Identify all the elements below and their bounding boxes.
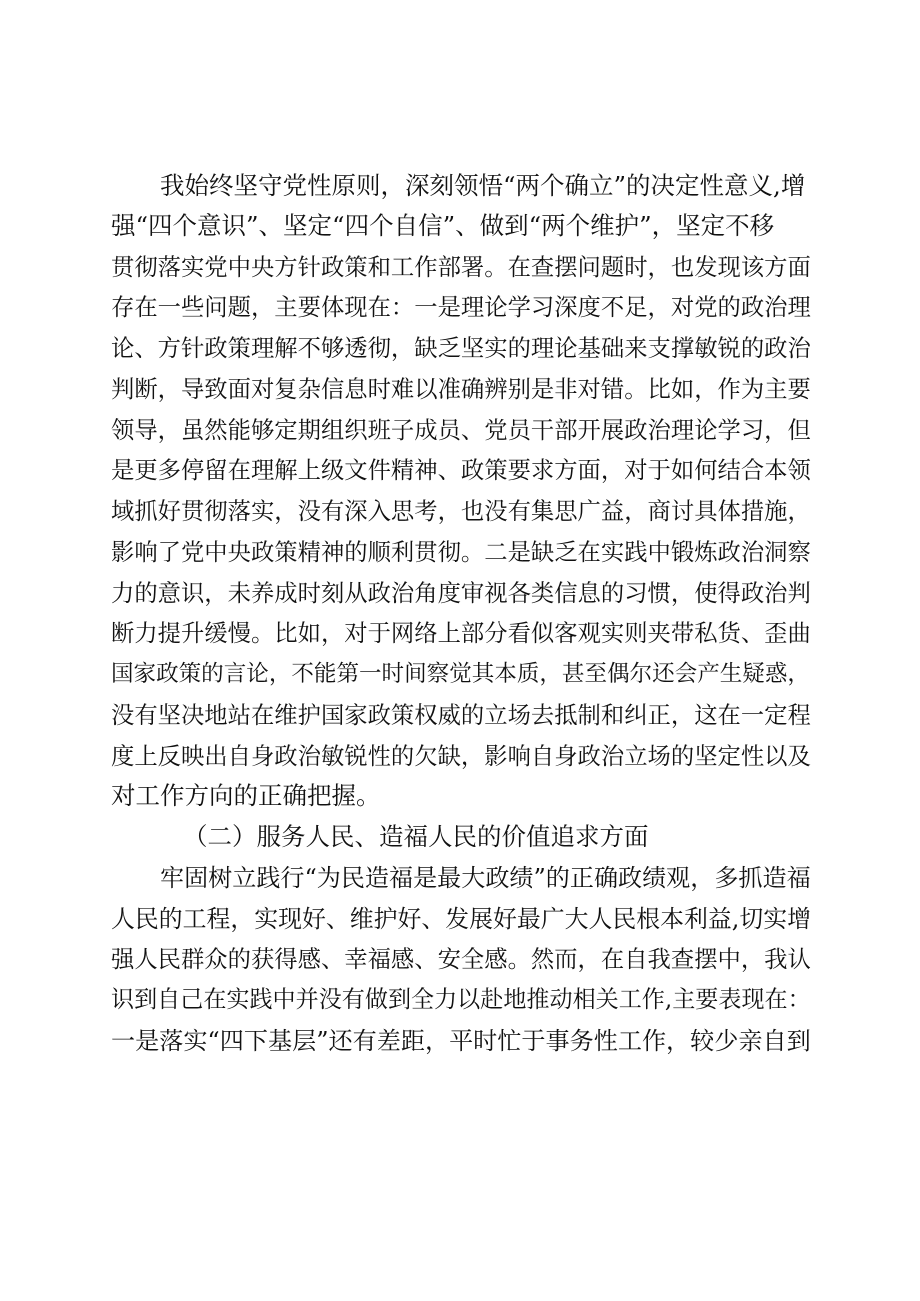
- paragraph-2-line-5: 一是落实“四下基层”还有差距，平时忙于事务性工作，较少亲自到: [111, 1027, 811, 1055]
- paragraph-1-line-12: 断力提升缓慢。比如，对于网络上部分看似客观实则夹带私货、歪曲: [111, 619, 811, 647]
- paragraph-1-line-5: 论、方针政策理解不够透彻，缺乏坚实的理论基础来支撑敏锐的政治: [111, 334, 811, 362]
- paragraph-1-line-13: 国家政策的言论，不能第一时间察觉其本质，甚至偶尔还会产生疑惑，: [111, 661, 810, 687]
- paragraph-2-line-4: 识到自己在实践中并没有做到全力以赴地推动相关工作,主要表现在：: [111, 987, 811, 1013]
- paragraph-1-line-7: 领导，虽然能够定期组织班子成员、党员干部开展政治理论学习，但: [111, 416, 811, 444]
- paragraph-1-line-9: 域抓好贯彻落实，没有深入思考，也没有集思广益，商讨具体措施，: [111, 497, 811, 525]
- paragraph-1-line-3: 贯彻落实党中央方针政策和工作部署。在查摆问题时，也发现该方面: [111, 253, 811, 281]
- paragraph-1-line-8: 是更多停留在理解上级文件精神、政策要求方面，对于如何结合本领: [111, 456, 811, 484]
- paragraph-1-line-4: 存在一些问题，主要体现在：一是理论学习深度不足，对党的政治理: [111, 293, 811, 321]
- paragraph-2-line-3: 强人民群众的获得感、幸福感、安全感。然而，在自我查摆中，我认: [111, 945, 811, 973]
- paragraph-2-line-2: 人民的工程，实现好、维护好、发展好最广大人民根本利益,切实增: [111, 905, 811, 933]
- paragraph-1-line-11: 力的意识，未养成时刻从政治角度审视各类信息的习惯，使得政治判: [111, 579, 811, 607]
- paragraph-1-line-15: 度上反映出自身政治敏锐性的欠缺，影响自身政治立场的坚定性以及: [111, 742, 811, 770]
- paragraph-1-line-2: 强“四个意识”、坚定“四个自信”、做到“两个维护”，坚定不移: [111, 211, 775, 240]
- paragraph-2-line-1: 牢固树立践行“为民造福是最大政绩”的正确政绩观，多抓造福: [160, 864, 811, 892]
- section-heading: （二）服务人民、造福人民的价值追求方面: [183, 822, 649, 851]
- paragraph-1-line-16: 对工作方向的正确把握。: [111, 781, 381, 810]
- paragraph-1-line-1: 我始终坚守党性原则，深刻领悟“两个确立”的决定性意义,增: [160, 171, 806, 200]
- paragraph-1-line-10: 影响了党中央政策精神的顺利贯彻。二是缺乏在实践中锻炼政治洞察: [111, 538, 811, 566]
- paragraph-1-line-6: 判断，导致面对复杂信息时难以准确辨别是非对错。比如，作为主要: [111, 375, 811, 403]
- paragraph-1-line-14: 没有坚决地站在维护国家政策权威的立场去抵制和纠正，这在一定程: [111, 701, 811, 729]
